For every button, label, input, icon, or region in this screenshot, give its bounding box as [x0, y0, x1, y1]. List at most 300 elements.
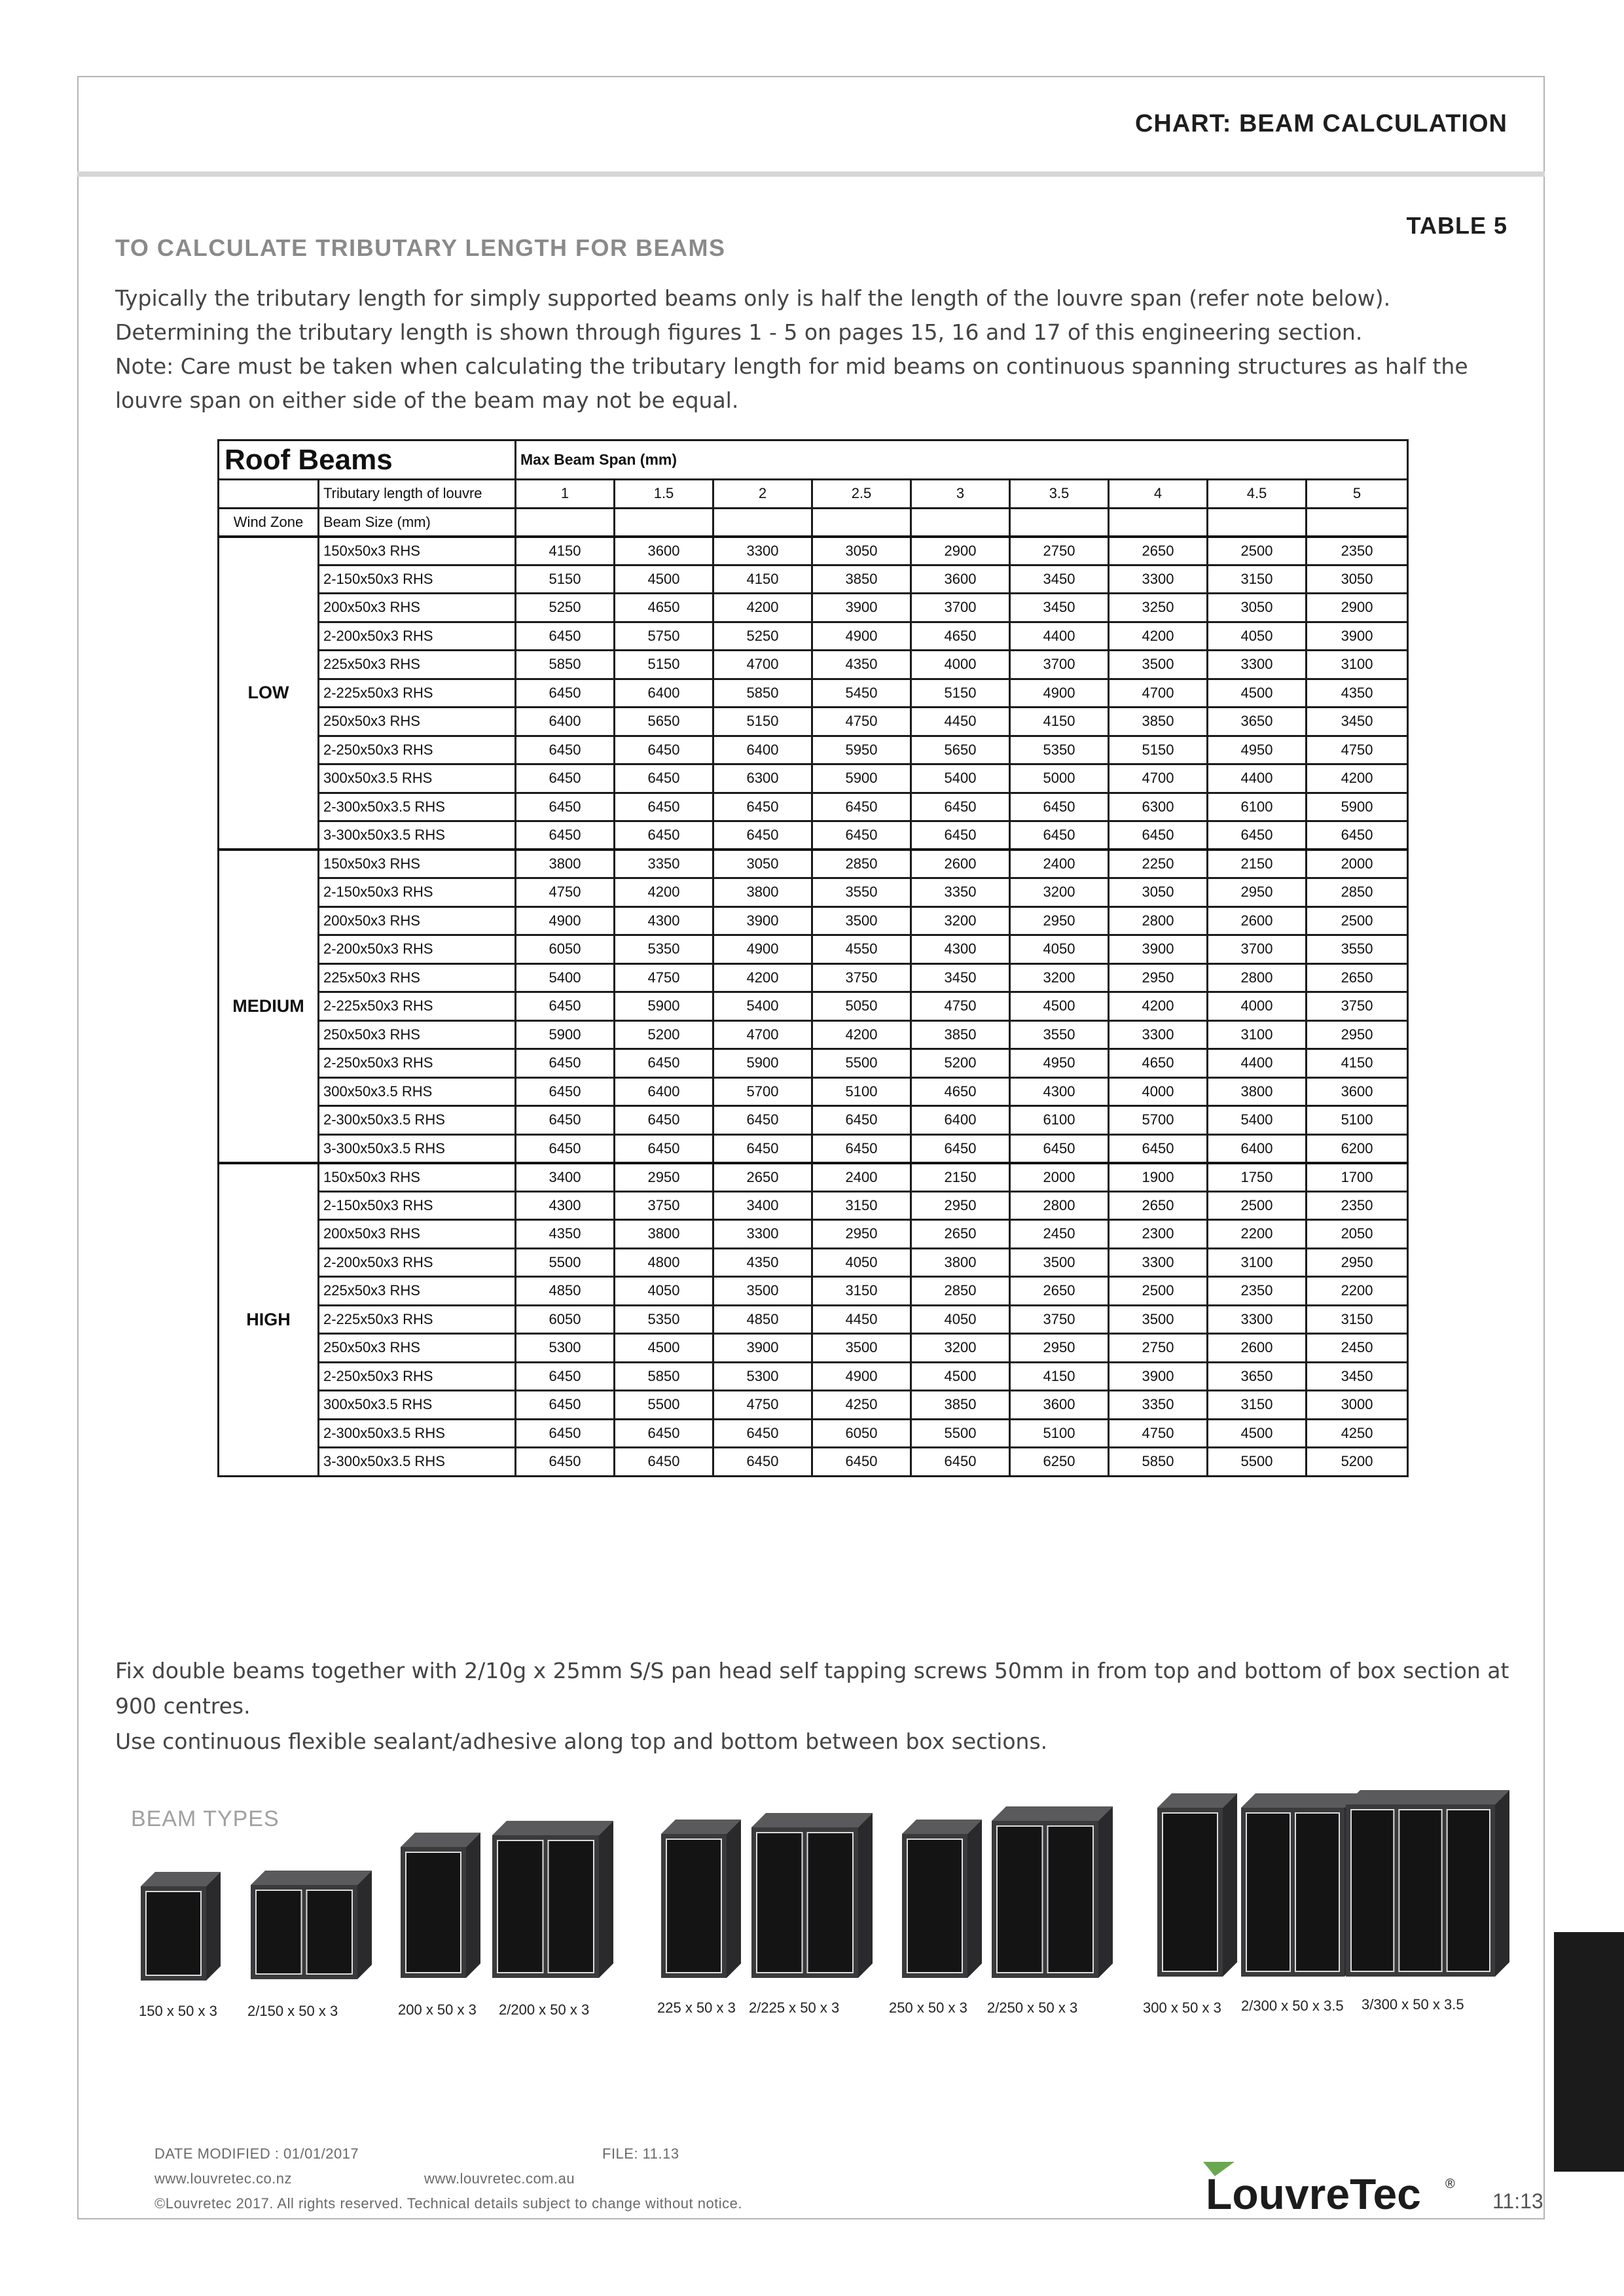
span-value: 3200 — [911, 906, 1010, 935]
tributary-value: 1.5 — [615, 480, 713, 509]
span-value: 5900 — [713, 1049, 812, 1078]
span-value: 2000 — [1307, 850, 1408, 878]
span-value: 2500 — [1109, 1277, 1208, 1306]
beam-type-1-cell-icon — [902, 1820, 996, 1992]
span-value: 2900 — [911, 537, 1010, 565]
span-value: 4500 — [1208, 1419, 1307, 1448]
beam-size: 2-250x50x3 RHS — [319, 1049, 516, 1078]
beam-top-face — [992, 1806, 1113, 1821]
wind-zone-high: HIGH — [219, 1163, 319, 1477]
table-row — [219, 1191, 1408, 1220]
span-value: 4850 — [516, 1277, 615, 1306]
beam-cell — [497, 1840, 543, 1973]
span-value: 6450 — [713, 1106, 812, 1135]
beam-side-face — [1223, 1793, 1237, 1977]
beam-size: 2-200x50x3 RHS — [319, 935, 516, 964]
span-value: 3200 — [911, 1334, 1010, 1363]
span-value: 3700 — [911, 594, 1010, 622]
beam-size: 300x50x3.5 RHS — [319, 1077, 516, 1106]
span-value: 3650 — [1208, 1362, 1307, 1391]
span-value: 6450 — [516, 1049, 615, 1078]
beam-types-title: BEAM TYPES — [131, 1806, 280, 1831]
span-value: 5650 — [615, 708, 713, 736]
beam-cell — [549, 1840, 594, 1973]
beam-cell — [1399, 1810, 1441, 1971]
wind-zone-medium: MEDIUM — [219, 850, 319, 1163]
span-value: 5000 — [1010, 764, 1109, 793]
span-value: 6450 — [713, 1448, 812, 1477]
beam-size: 225x50x3 RHS — [319, 1277, 516, 1306]
table-row — [219, 622, 1408, 651]
span-value: 3300 — [713, 537, 812, 565]
span-value: 4200 — [615, 878, 713, 907]
span-value: 2350 — [1307, 537, 1408, 565]
beam-size: 2-150x50x3 RHS — [319, 1191, 516, 1220]
table-row — [219, 1248, 1408, 1277]
span-value: 2950 — [1208, 878, 1307, 907]
span-value: 2250 — [1109, 850, 1208, 878]
span-value: 5850 — [516, 651, 615, 679]
span-value: 6100 — [1208, 793, 1307, 821]
span-value: 6450 — [812, 793, 911, 821]
span-value: 5900 — [516, 1020, 615, 1049]
span-value: 3800 — [615, 1220, 713, 1249]
beam-cell — [307, 1890, 353, 1974]
beam-side-face — [727, 1820, 741, 1978]
span-value: 3550 — [1010, 1020, 1109, 1049]
span-value: 4050 — [1208, 622, 1307, 651]
span-value: 3200 — [1010, 963, 1109, 992]
beam-size: 2-225x50x3 RHS — [319, 1305, 516, 1334]
span-value: 2350 — [1208, 1277, 1307, 1306]
span-value: 4950 — [1010, 1049, 1109, 1078]
span-value: 3100 — [1307, 651, 1408, 679]
span-value: 3850 — [1109, 708, 1208, 736]
size-header-row — [219, 508, 1408, 537]
beam-cell — [1447, 1810, 1490, 1971]
span-value: 3100 — [1208, 1020, 1307, 1049]
span-value: 4750 — [812, 708, 911, 736]
span-value: 4450 — [812, 1305, 911, 1334]
tributary-value: 5 — [1307, 480, 1408, 509]
span-value: 3800 — [1208, 1077, 1307, 1106]
table-row — [219, 992, 1408, 1021]
beam-size: 2-200x50x3 RHS — [319, 1248, 516, 1277]
span-value: 3500 — [1010, 1248, 1109, 1277]
tributary-label: Tributary length of louvre — [319, 480, 516, 509]
table-row — [219, 565, 1408, 594]
span-value: 4150 — [713, 565, 812, 594]
beam-cell — [146, 1892, 201, 1975]
intro-paragraph — [115, 281, 1503, 418]
span-value: 4000 — [1109, 1077, 1208, 1106]
beam-cell — [256, 1890, 302, 1974]
span-value: 4250 — [1307, 1419, 1408, 1448]
span-value: 3050 — [1109, 878, 1208, 907]
span-value: 4200 — [1109, 992, 1208, 1021]
beam-side-face — [967, 1820, 982, 1978]
span-value: 6400 — [615, 679, 713, 708]
span-value: 6450 — [516, 736, 615, 764]
span-value: 3600 — [615, 537, 713, 565]
span-value: 3450 — [1010, 594, 1109, 622]
span-value: 3500 — [812, 906, 911, 935]
span-value: 2450 — [1010, 1220, 1109, 1249]
span-value: 4650 — [1109, 1049, 1208, 1078]
span-value: 4900 — [516, 906, 615, 935]
beam-size: 2-250x50x3 RHS — [319, 1362, 516, 1391]
span-value: 5700 — [713, 1077, 812, 1106]
span-value: 2950 — [911, 1191, 1010, 1220]
beam-size: 300x50x3.5 RHS — [319, 1391, 516, 1420]
span-value: 2950 — [812, 1220, 911, 1249]
span-value: 5400 — [1208, 1106, 1307, 1135]
beam-side-face — [206, 1872, 221, 1981]
span-value: 4150 — [516, 537, 615, 565]
table-title: Roof Beams — [219, 440, 516, 480]
span-value: 6450 — [615, 1448, 713, 1477]
span-value: 6100 — [1010, 1106, 1109, 1135]
span-value: 2800 — [1208, 963, 1307, 992]
span-value: 4750 — [1307, 736, 1408, 764]
beam-cell — [907, 1839, 962, 1973]
table-row — [219, 1163, 1408, 1192]
span-value: 6400 — [713, 736, 812, 764]
beam-size: 2-200x50x3 RHS — [319, 622, 516, 651]
table-row — [219, 1277, 1408, 1306]
span-value: 4650 — [615, 594, 713, 622]
beam-size: 2-300x50x3.5 RHS — [319, 1106, 516, 1135]
intro-text: Typically the tributary length for simply supported beams only is half the length of the louvre span (refer note below). Determining the tributary length is shown through figures 1 - 5 on pages 15, 16 and 17 of this engineering section. — [115, 285, 1391, 345]
beam-cell — [1351, 1810, 1394, 1971]
span-value: 6450 — [516, 1448, 615, 1477]
span-value: 6450 — [1010, 821, 1109, 850]
span-value: 4400 — [1208, 764, 1307, 793]
span-value: 3500 — [812, 1334, 911, 1363]
blank-cell — [713, 508, 812, 537]
span-value: 2400 — [812, 1163, 911, 1192]
span-value: 3050 — [1208, 594, 1307, 622]
span-value: 4750 — [713, 1391, 812, 1420]
span-value: 4350 — [516, 1220, 615, 1249]
span-value: 5150 — [615, 651, 713, 679]
span-value: 6450 — [713, 821, 812, 850]
span-value: 3550 — [1307, 935, 1408, 964]
table-row — [219, 1106, 1408, 1135]
span-value: 3150 — [812, 1277, 911, 1306]
table-row — [219, 1134, 1408, 1163]
span-value: 4700 — [713, 651, 812, 679]
span-value: 3500 — [713, 1277, 812, 1306]
span-value: 6200 — [1307, 1134, 1408, 1163]
table-row — [219, 906, 1408, 935]
beam-size: 200x50x3 RHS — [319, 906, 516, 935]
span-value: 2750 — [1010, 537, 1109, 565]
span-value: 3400 — [713, 1191, 812, 1220]
beam-cell — [1295, 1813, 1339, 1971]
span-value: 3800 — [713, 878, 812, 907]
span-value: 5950 — [812, 736, 911, 764]
beam-size: 150x50x3 RHS — [319, 1163, 516, 1192]
span-value: 3050 — [1307, 565, 1408, 594]
span-value: 6400 — [615, 1077, 713, 1106]
span-value: 6450 — [1109, 821, 1208, 850]
span-value: 5150 — [713, 708, 812, 736]
span-value: 4900 — [1010, 679, 1109, 708]
beam-side-face — [1098, 1806, 1113, 1978]
table-row — [219, 1334, 1408, 1363]
tributary-value: 3.5 — [1010, 480, 1109, 509]
span-value: 4900 — [812, 1362, 911, 1391]
span-value: 3300 — [1109, 1020, 1208, 1049]
beam-type-2-cell-icon — [751, 1813, 887, 1992]
span-value: 4050 — [911, 1305, 1010, 1334]
span-value: 6450 — [615, 793, 713, 821]
beam-cell — [808, 1833, 854, 1973]
tributary-value: 1 — [516, 480, 615, 509]
span-value: 2500 — [1208, 537, 1307, 565]
blank-cell — [911, 508, 1010, 537]
beam-size: 150x50x3 RHS — [319, 850, 516, 878]
span-value: 4500 — [911, 1362, 1010, 1391]
span-value: 2800 — [1109, 906, 1208, 935]
span-value: 4700 — [713, 1020, 812, 1049]
table-row — [219, 651, 1408, 679]
span-value: 6450 — [911, 1134, 1010, 1163]
span-value: 5350 — [615, 1305, 713, 1334]
table-row — [219, 1448, 1408, 1477]
span-value: 5350 — [615, 935, 713, 964]
beam-size: 2-225x50x3 RHS — [319, 679, 516, 708]
span-value: 2850 — [812, 850, 911, 878]
beam-size-label: Beam Size (mm) — [319, 508, 516, 537]
beam-size: 3-300x50x3.5 RHS — [319, 1448, 516, 1477]
span-value: 5250 — [516, 594, 615, 622]
span-value: 2500 — [1307, 906, 1408, 935]
page-number: 11:13 — [1492, 2189, 1543, 2213]
span-value: 3300 — [713, 1220, 812, 1249]
span-value: 4200 — [713, 963, 812, 992]
beam-size: 200x50x3 RHS — [319, 1220, 516, 1249]
beam-span-table — [217, 439, 1409, 1477]
span-value: 4850 — [713, 1305, 812, 1334]
span-value: 3500 — [1109, 1305, 1208, 1334]
span-value: 3900 — [1109, 1362, 1208, 1391]
span-value: 5850 — [713, 679, 812, 708]
beam-cell — [666, 1839, 721, 1973]
span-value: 2950 — [1307, 1248, 1408, 1277]
span-value: 5200 — [615, 1020, 713, 1049]
page-title: CHART: BEAM CALCULATION — [1134, 110, 1507, 137]
span-value: 3300 — [1109, 1248, 1208, 1277]
span-value: 5850 — [1109, 1448, 1208, 1477]
span-value: 3450 — [911, 963, 1010, 992]
span-value: 4700 — [1109, 764, 1208, 793]
span-value: 6050 — [812, 1419, 911, 1448]
beam-size: 200x50x3 RHS — [319, 594, 516, 622]
span-value: 3200 — [1010, 878, 1109, 907]
span-value: 4350 — [1307, 679, 1408, 708]
beam-type-1-cell-icon — [141, 1872, 235, 1995]
span-value: 3000 — [1307, 1391, 1408, 1420]
fixing-note-line-1: Fix double beams together with 2/10g x 25mm S/S pan head self tapping screws 50mm in from top and bottom of box section at 900 centres. — [115, 1658, 1509, 1719]
table-row — [219, 850, 1408, 878]
footer-date: DATE MODIFIED : 01/01/2017 — [154, 2145, 359, 2162]
span-value: 3150 — [1208, 565, 1307, 594]
span-value: 3100 — [1208, 1248, 1307, 1277]
table-row — [219, 537, 1408, 565]
span-value: 5500 — [911, 1419, 1010, 1448]
span-value: 4150 — [1010, 1362, 1109, 1391]
span-value: 3450 — [1010, 565, 1109, 594]
span-value: 6450 — [516, 679, 615, 708]
logo-registered-mark: ® — [1445, 2177, 1455, 2191]
span-value: 5900 — [812, 764, 911, 793]
beam-type-3-cell-icon — [1346, 1790, 1524, 1991]
span-value: 4500 — [615, 1334, 713, 1363]
span-value: 6450 — [516, 1106, 615, 1135]
span-value: 6450 — [615, 1419, 713, 1448]
span-value: 5850 — [615, 1362, 713, 1391]
span-value: 6450 — [615, 1049, 713, 1078]
span-value: 2600 — [1208, 1334, 1307, 1363]
span-value: 5900 — [615, 992, 713, 1021]
tributary-value: 2.5 — [812, 480, 911, 509]
span-value: 2650 — [911, 1220, 1010, 1249]
span-value: 3850 — [911, 1020, 1010, 1049]
tributary-value: 3 — [911, 480, 1010, 509]
span-value: 3700 — [1010, 651, 1109, 679]
span-value: 6450 — [516, 764, 615, 793]
span-value: 1700 — [1307, 1163, 1408, 1192]
span-value: 4200 — [1307, 764, 1408, 793]
span-value: 2650 — [1109, 537, 1208, 565]
span-value: 4300 — [911, 935, 1010, 964]
span-value: 6450 — [615, 736, 713, 764]
beam-size: 2-250x50x3 RHS — [319, 736, 516, 764]
section-title: TO CALCULATE TRIBUTARY LENGTH FOR BEAMS — [115, 234, 726, 261]
beam-size: 2-300x50x3.5 RHS — [319, 793, 516, 821]
footer-site-nz[interactable]: www.louvretec.co.nz — [154, 2170, 293, 2187]
span-value: 5050 — [812, 992, 911, 1021]
span-value: 4350 — [812, 651, 911, 679]
beam-cell — [1048, 1826, 1094, 1973]
span-value: 4000 — [1208, 992, 1307, 1021]
roof-beams-table — [217, 439, 1406, 1477]
span-value: 3150 — [1307, 1305, 1408, 1334]
span-value: 6450 — [1307, 821, 1408, 850]
span-value: 4750 — [911, 992, 1010, 1021]
beam-cell — [1246, 1813, 1290, 1971]
span-value: 2500 — [1208, 1191, 1307, 1220]
span-value: 4750 — [516, 878, 615, 907]
span-value: 2150 — [1208, 850, 1307, 878]
span-value: 6250 — [1010, 1448, 1109, 1477]
logo-graphic — [1203, 2162, 1458, 2214]
beam-type-1-cell-icon — [401, 1833, 495, 1992]
table-row — [219, 878, 1408, 907]
span-value: 4200 — [1109, 622, 1208, 651]
span-value: 3050 — [713, 850, 812, 878]
span-value: 2650 — [713, 1163, 812, 1192]
beam-size: 2-150x50x3 RHS — [319, 565, 516, 594]
span-value: 4250 — [812, 1391, 911, 1420]
span-value: 2800 — [1010, 1191, 1109, 1220]
span-value: 2300 — [1109, 1220, 1208, 1249]
beam-size: 3-300x50x3.5 RHS — [319, 1134, 516, 1163]
span-value: 6450 — [516, 821, 615, 850]
span-value: 2400 — [1010, 850, 1109, 878]
span-value: 5500 — [1208, 1448, 1307, 1477]
span-value: 5100 — [1010, 1419, 1109, 1448]
tributary-row — [219, 480, 1408, 509]
table-row — [219, 594, 1408, 622]
span-value: 2650 — [1010, 1277, 1109, 1306]
tributary-value: 4 — [1109, 480, 1208, 509]
beam-cell — [406, 1852, 461, 1973]
span-value: 4300 — [516, 1191, 615, 1220]
span-value: 3850 — [812, 565, 911, 594]
span-value: 4000 — [911, 651, 1010, 679]
span-value: 4050 — [812, 1248, 911, 1277]
span-value: 6400 — [516, 708, 615, 736]
span-value: 6450 — [1010, 1134, 1109, 1163]
span-value: 3900 — [812, 594, 911, 622]
span-value: 5200 — [911, 1049, 1010, 1078]
span-value: 4050 — [1010, 935, 1109, 964]
beam-type-label: 2/225 x 50 x 3 — [749, 2000, 840, 2016]
span-value: 2350 — [1307, 1191, 1408, 1220]
span-value: 6450 — [1208, 821, 1307, 850]
span-value: 3050 — [812, 537, 911, 565]
span-value: 4650 — [911, 1077, 1010, 1106]
span-value: 6450 — [812, 1134, 911, 1163]
span-value: 5300 — [713, 1362, 812, 1391]
span-value: 3750 — [615, 1191, 713, 1220]
span-value: 5500 — [516, 1248, 615, 1277]
span-value: 3900 — [713, 906, 812, 935]
span-value: 6450 — [812, 821, 911, 850]
span-value: 3150 — [1208, 1391, 1307, 1420]
tributary-value: 4.5 — [1208, 480, 1307, 509]
span-value: 3650 — [1208, 708, 1307, 736]
span-value: 4150 — [1010, 708, 1109, 736]
span-value: 6450 — [911, 821, 1010, 850]
beam-size: 250x50x3 RHS — [319, 1020, 516, 1049]
span-value: 2600 — [1208, 906, 1307, 935]
span-value: 6400 — [1208, 1134, 1307, 1163]
beam-side-face — [357, 1871, 372, 1979]
table-row — [219, 764, 1408, 793]
beam-size: 225x50x3 RHS — [319, 651, 516, 679]
beam-type-label: 2/150 x 50 x 3 — [247, 2003, 338, 2019]
span-value: 3600 — [1010, 1391, 1109, 1420]
beam-top-face — [1241, 1793, 1359, 1808]
span-value: 2650 — [1307, 963, 1408, 992]
span-value: 5500 — [812, 1049, 911, 1078]
blank-cell — [1208, 508, 1307, 537]
span-value: 3250 — [1109, 594, 1208, 622]
span-value: 4900 — [812, 622, 911, 651]
footer-site-au[interactable]: www.louvretec.com.au — [424, 2170, 575, 2187]
beam-size: 2-300x50x3.5 RHS — [319, 1419, 516, 1448]
span-value: 6450 — [516, 622, 615, 651]
span-value: 2150 — [911, 1163, 1010, 1192]
fixing-note — [115, 1653, 1529, 1759]
beam-type-2-cell-icon — [251, 1871, 386, 1994]
span-value: 5400 — [911, 764, 1010, 793]
span-value: 2950 — [615, 1163, 713, 1192]
